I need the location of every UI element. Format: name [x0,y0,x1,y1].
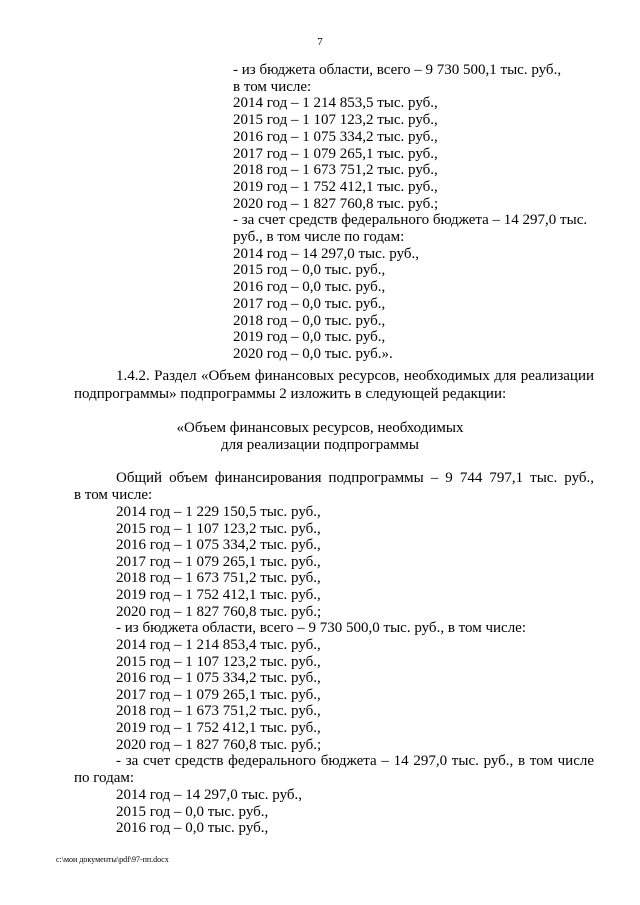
regional-year-line: 2017 год – 1 079 265,1 тыс. руб., [116,686,321,703]
section-paragraph-line-2: подпрограммы» подпрограммы 2 изложить в следующей редакции: [74,386,507,402]
regional-year-line: 2015 год – 1 107 123,2 тыс. руб., [116,653,321,670]
section-paragraph-line-1: 1.4.2. Раздел «Объем финансовых ресурсов, необходимых для реализации [116,368,594,384]
budget-line: 2014 год – 14 297,0 тыс. руб., [233,245,420,262]
regional-budget-line: - из бюджета области, всего – 9 730 500,0 тыс. руб., в том числе: [116,620,527,636]
federal-year-line: 2016 год – 0,0 тыс. руб., [116,820,269,837]
total-year-line: 2016 год – 1 075 334,2 тыс. руб., [116,537,321,554]
section-heading-line-2: для реализации подпрограммы [221,437,419,453]
regional-year-line: 2018 год – 1 673 751,2 тыс. руб., [116,703,321,720]
page-number: 7 [317,36,323,48]
total-year-line: 2018 год – 1 673 751,2 тыс. руб., [116,570,321,587]
budget-line: 2018 год – 0,0 тыс. руб., [233,312,386,329]
budget-line: 2017 год – 0,0 тыс. руб., [233,295,386,312]
budget-line: в том числе: [233,78,312,95]
federal-year-line: 2015 год – 0,0 тыс. руб., [116,803,269,820]
total-year-line: 2017 год – 1 079 265,1 тыс. руб., [116,553,321,570]
budget-line: - из бюджета области, всего – 9 730 500,1 тыс. руб., [233,62,562,78]
footer-file-path: c:\мои документы\pdf\97-пп.docx [56,855,169,864]
total-year-line: 2019 год – 1 752 412,1 тыс. руб., [116,587,321,603]
regional-year-line: 2019 год – 1 752 412,1 тыс. руб., [116,720,321,736]
total-financing-line-1: Общий объем финансирования подпрограммы – 9 744 797,1 тыс. руб., [116,470,594,486]
total-year-line: 2020 год – 1 827 760,8 тыс. руб.; [116,603,322,620]
budget-line: руб., в том числе по годам: [233,229,405,245]
budget-line: - за счет средств федерального бюджета – 14 297,0 тыс. [233,212,588,229]
total-year-line: 2014 год – 1 229 150,5 тыс. руб., [116,504,321,520]
regional-year-line: 2020 год – 1 827 760,8 тыс. руб.; [116,736,322,753]
budget-line: 2019 год – 0,0 тыс. руб., [233,329,386,346]
federal-budget-line-1: - за счет средств федерального бюджета – 14 297,0 тыс. руб., в том числе [116,753,594,769]
budget-line: 2016 год – 0,0 тыс. руб., [233,279,386,296]
total-financing-line-2: в том числе: [74,487,153,503]
regional-year-line: 2014 год – 1 214 853,4 тыс. руб., [116,637,321,653]
budget-line: 2020 год – 0,0 тыс. руб.». [233,345,393,362]
budget-line: 2016 год – 1 075 334,2 тыс. руб., [233,128,438,145]
section-heading-line-1: «Объем финансовых ресурсов, необходимых [176,420,464,436]
budget-line: 2017 год – 1 079 265,1 тыс. руб., [233,145,438,162]
budget-line: 2014 год – 1 214 853,5 тыс. руб., [233,95,438,112]
federal-year-line: 2014 год – 14 297,0 тыс. руб., [116,787,303,803]
budget-line: 2020 год – 1 827 760,8 тыс. руб.; [233,195,439,212]
budget-line: 2015 год – 1 107 123,2 тыс. руб., [233,112,438,129]
federal-budget-line-2: по годам: [74,770,135,786]
regional-year-line: 2016 год – 1 075 334,2 тыс. руб., [116,670,321,687]
budget-line: 2019 год – 1 752 412,1 тыс. руб., [233,178,438,195]
total-year-line: 2015 год – 1 107 123,2 тыс. руб., [116,520,321,537]
budget-line: 2015 год – 0,0 тыс. руб., [233,262,386,279]
budget-line: 2018 год – 1 673 751,2 тыс. руб., [233,162,438,179]
